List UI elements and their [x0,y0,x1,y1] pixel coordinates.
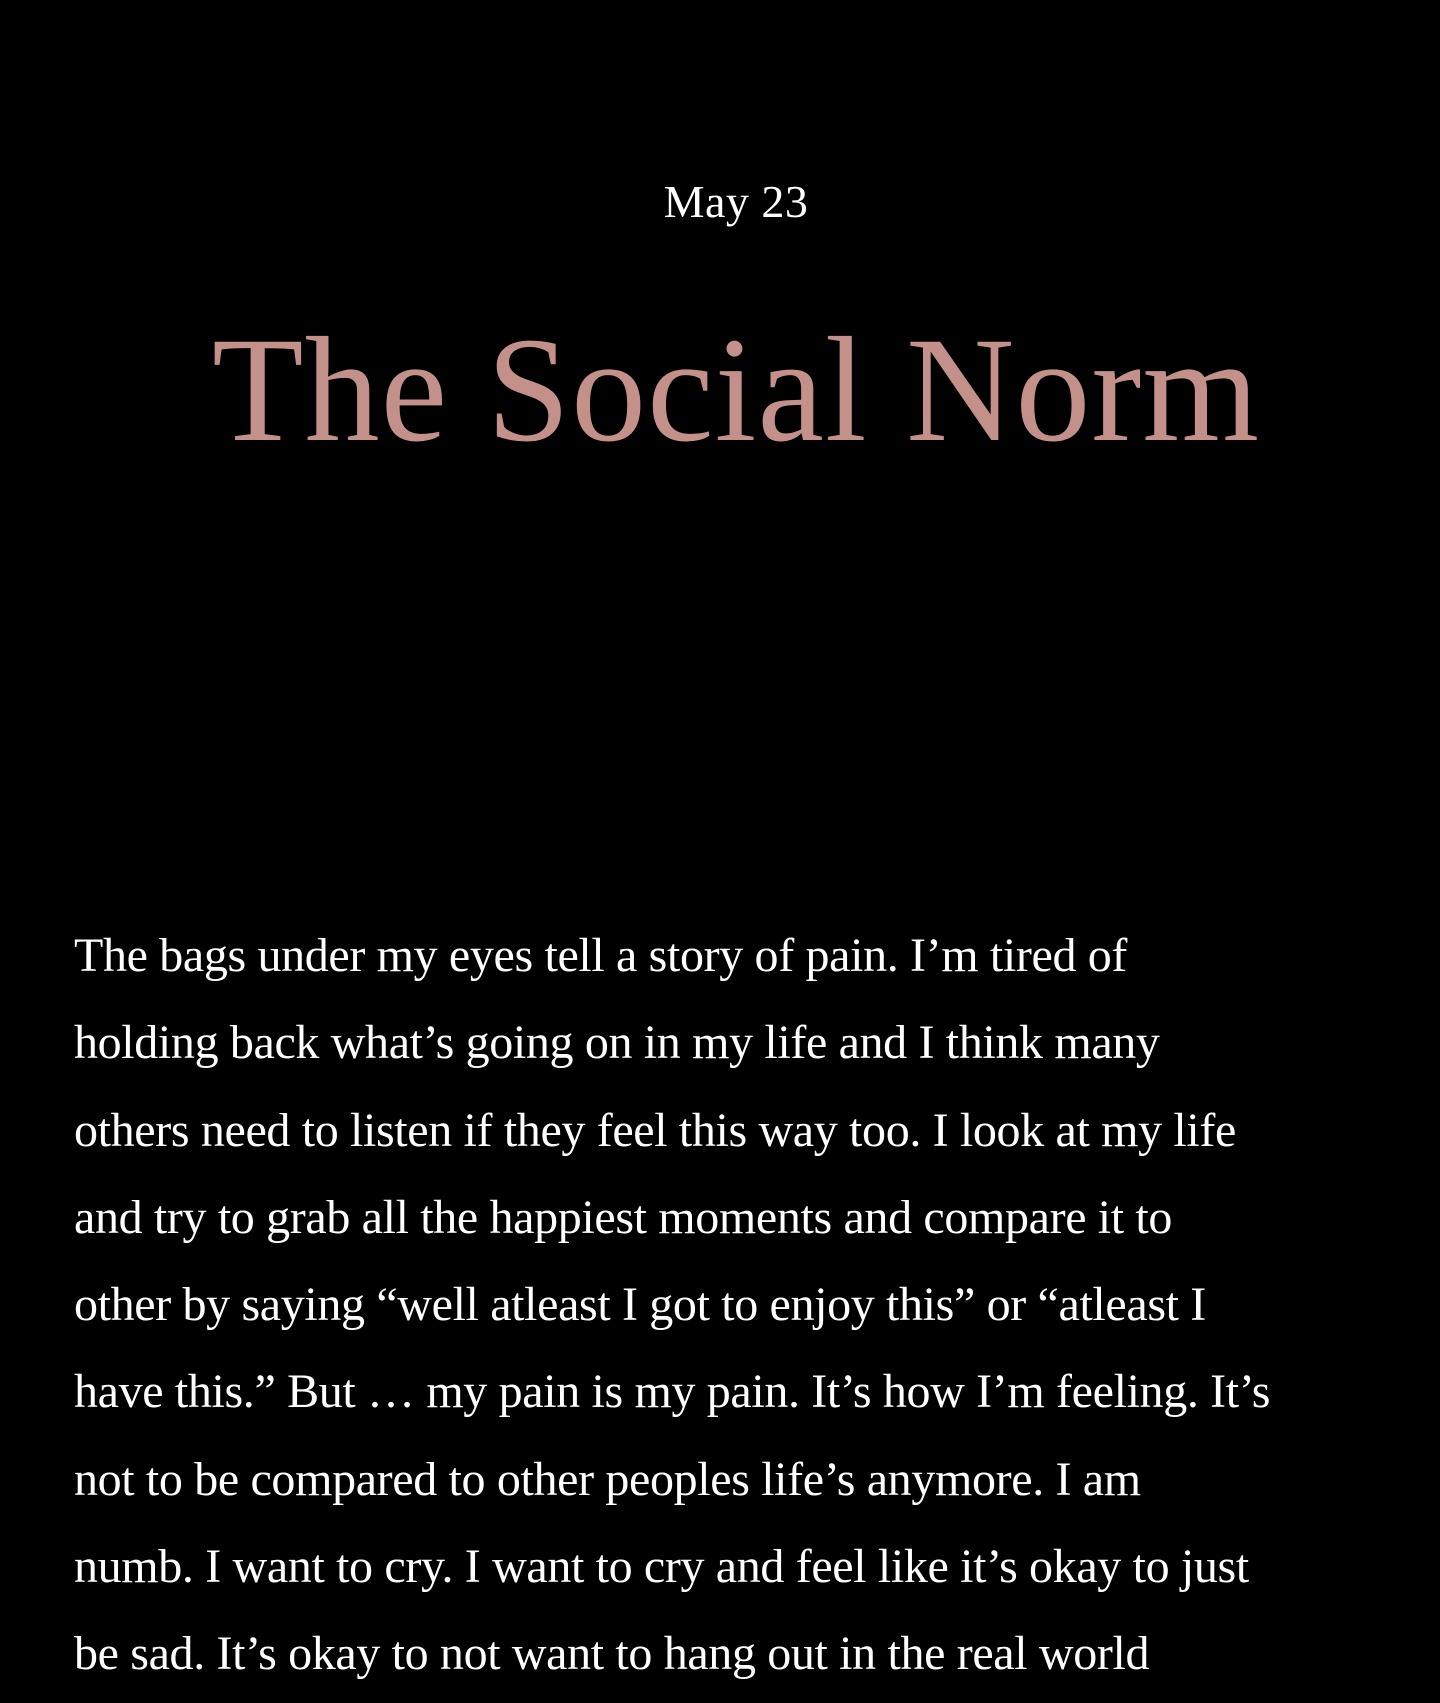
post-body-line: holding back what’s going on in my life and I think many [74,1016,1160,1070]
post-date: May 23 [663,176,809,227]
post-title: The Social Norm [211,307,1261,473]
post-body-line: other by saying “well atleast I got to enjoy this” or “atleast I [74,1278,1206,1332]
post-body-line: The bags under my eyes tell a story of pain. I’m tired of [74,929,1128,982]
post-body-line: others need to listen if they feel this way too. I look at my life [74,1103,1236,1157]
post-body [74,912,1414,1698]
post-body-line: be sad. It’s okay to not want to hang out in the real world [74,1627,1150,1681]
post-body-line: not to be compared to other peoples life’s anymore. I am [74,1452,1141,1506]
post-body-line: numb. I want to cry. I want to cry and feel like it’s okay to just [74,1540,1249,1594]
post-body-line: have this.” But … my pain is my pain. It’s how I’m feeling. It’s [74,1365,1271,1419]
post-body-line: and try to grab all the happiest moments and compare it to [74,1190,1173,1244]
